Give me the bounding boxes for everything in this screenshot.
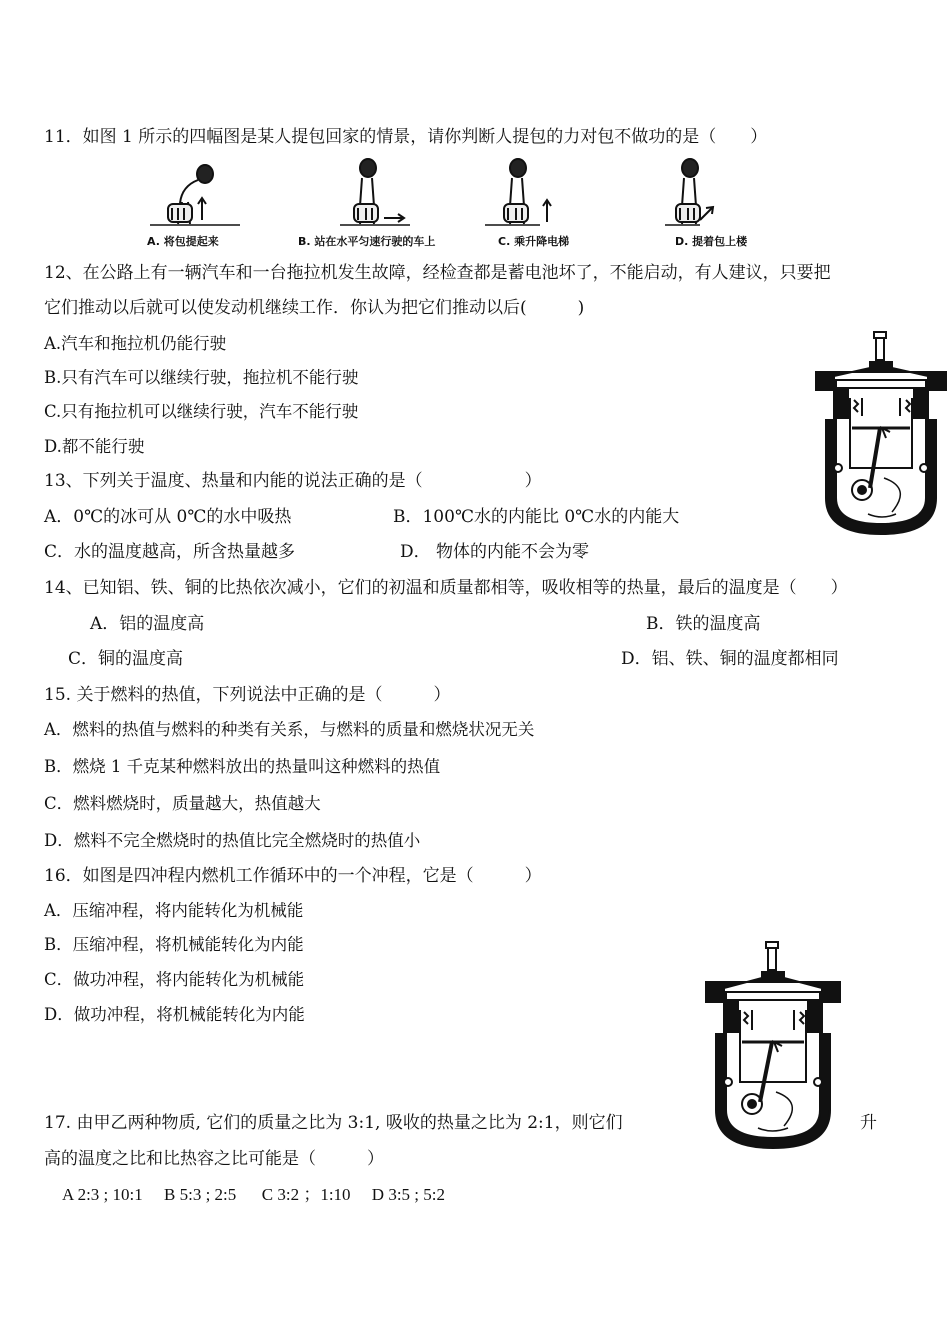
q12-option-b: B.只有汽车可以继续行驶，拖拉机不能行驶	[44, 368, 359, 387]
q11-stem: 11．如图 1 所示的四幅图是某人提包回家的情景，请你判断人提包的力对包不做功的是（ ）	[44, 127, 768, 147]
q17-stem-line2: 高的温度之比和比热容之比可能是（ ）	[44, 1149, 384, 1169]
figure-1d-upstairs	[665, 159, 713, 225]
q17-stem-line1: 17. 由甲乙两种物质, 它们的质量之比为 3:1, 吸收的热量之比为 2:1，则它们	[44, 1113, 623, 1133]
figure-1-caption-a: A. 将包提起来	[147, 235, 219, 248]
q13-option-d: D． 物体的内能不会为零	[400, 542, 590, 562]
q12-option-a: A.汽车和拖拉机仍能行驶	[44, 334, 227, 353]
q17-stem-line1-tail: 升	[860, 1113, 877, 1133]
q14-option-c: C．铜的温度高	[68, 649, 184, 669]
engine-diagram-bottom	[700, 938, 850, 1150]
q13-option-b: B．100℃水的内能比 0℃水的内能大	[393, 507, 680, 527]
q12-option-d: D.都不能行驶	[44, 437, 145, 456]
q14-option-a: A．铝的温度高	[90, 614, 205, 634]
q12-stem-line1: 12、在公路上有一辆汽车和一台拖拉机发生故障，经检查都是蓄电池坏了，不能启动，有人建议，只要把	[44, 263, 831, 283]
engine-diagram-top	[812, 328, 950, 538]
q12-stem-line2: 它们推动以后就可以使发动机继续工作．你认为把它们推动以后( )	[44, 298, 585, 318]
q16-option-d: D．做功冲程，将机械能转化为内能	[44, 1005, 305, 1024]
figure-1c-elevator	[485, 159, 551, 225]
q15-option-b: B．燃烧 1 千克某种燃料放出的热量叫这种燃料的热值	[44, 757, 441, 776]
q16-option-b: B．压缩冲程，将机械能转化为内能	[44, 935, 304, 954]
q13-stem: 13、下列关于温度、热量和内能的说法正确的是（ ）	[44, 471, 542, 491]
figure-1-person-bag	[140, 158, 800, 238]
figure-1a-lift-bag	[150, 165, 240, 225]
q16-option-c: C．做功冲程，将内能转化为机械能	[44, 970, 305, 989]
q13-option-c: C．水的温度越高，所含热量越多	[44, 542, 296, 562]
q16-stem: 16．如图是四冲程内燃机工作循环中的一个冲程，它是（ ）	[44, 866, 542, 886]
q13-option-a: A．0℃的冰可从 0℃的水中吸热	[44, 507, 292, 527]
q15-stem: 15. 关于燃料的热值，下列说法中正确的是（ ）	[44, 685, 451, 705]
q15-option-c: C．燃料燃烧时，质量越大，热值越大	[44, 794, 321, 813]
figure-1-caption-c: C. 乘升降电梯	[498, 235, 570, 248]
q17-options: A 2:3 ; 10:1 B 5:3 ; 2:5 C 3:2 ；1:10 D 3:5 ; 5:2	[62, 1185, 445, 1204]
figure-1-caption-b: B. 站在水平匀速行驶的车上	[298, 235, 436, 248]
q14-stem: 14、已知铝、铁、铜的比热依次减小，它们的初温和质量都相等，吸收相等的热量，最后的温度是（ ）	[44, 578, 848, 598]
q15-option-a: A．燃料的热值与燃料的种类有关系，与燃料的质量和燃烧状况无关	[44, 720, 535, 739]
q15-option-d: D．燃料不完全燃烧时的热值比完全燃烧时的热值小	[44, 831, 421, 850]
figure-1b-on-vehicle	[340, 159, 410, 225]
q14-option-b: B．铁的温度高	[646, 614, 761, 634]
figure-1-caption-d: D. 提着包上楼	[675, 235, 748, 248]
q14-option-d: D．铝、铁、铜的温度都相同	[621, 649, 839, 669]
q12-option-c: C.只有拖拉机可以继续行驶，汽车不能行驶	[44, 402, 359, 421]
q16-option-a: A．压缩冲程，将内能转化为机械能	[44, 901, 304, 920]
